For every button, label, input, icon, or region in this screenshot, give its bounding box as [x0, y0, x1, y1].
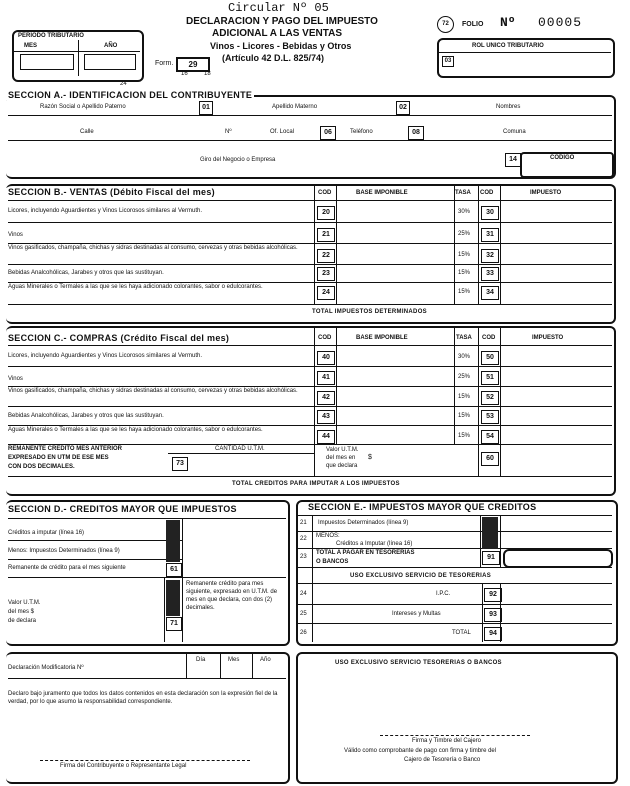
form-title-line-3: Vinos - Licores - Bebidas y Otros — [210, 41, 352, 51]
section-c-row-code: 41 — [317, 371, 335, 385]
code-01: 01 — [199, 101, 213, 115]
section-c-row-code: 40 — [317, 351, 335, 365]
section-c-row-tasa: 25% — [458, 374, 471, 380]
section-c-row-code: 43 — [317, 410, 335, 424]
section-c-base-field[interactable] — [340, 409, 450, 423]
section-b-impuesto-field[interactable] — [504, 285, 608, 299]
section-c-col-cod2: COD — [482, 335, 496, 341]
folio-prefix: Nº — [500, 15, 516, 30]
section-c-title: SECCION C.- COMPRAS (Crédito Fiscal del mes) — [8, 333, 230, 343]
section-d-row-3: Remanente de crédito para el mes siguiente — [8, 565, 126, 571]
section-b-row-label: Aguas Minerales o Termales a las que se les haya adicionado colorantes, sabor o edulcorantes. — [8, 284, 263, 290]
total-a-pagar-field[interactable] — [503, 549, 613, 568]
section-e-title: SECCION E.- IMPUESTOS MAYOR QUE CREDITOS — [308, 502, 537, 512]
remanente-line-2: EXPRESADO EN UTM DE ESE MES — [8, 455, 109, 461]
section-b-row-code: 23 — [317, 267, 335, 281]
section-d-blackout — [166, 520, 180, 562]
code-92: 92 — [484, 588, 502, 602]
section-b-col-cod: COD — [318, 190, 332, 196]
code-71: 71 — [166, 617, 182, 631]
valido-label: Válido como comprobante de pago con firma y timbre del — [344, 748, 497, 754]
section-c-col-impuesto: IMPUESTO — [532, 335, 564, 341]
code-93: 93 — [484, 608, 502, 622]
section-b-base-field[interactable] — [340, 227, 450, 241]
section-d-row-2: Menos: Impuestos Determinados (línea 9) — [8, 548, 120, 554]
mes-label-footer: Mes — [228, 657, 240, 663]
form-title-line-4: (Artículo 42 D.L. 825/74) — [222, 53, 325, 63]
codigo-label: CODIGO — [550, 155, 575, 161]
code-60: 60 — [481, 452, 499, 466]
mes-field[interactable] — [20, 54, 74, 70]
code-91: 91 — [482, 551, 500, 565]
direccion-field[interactable] — [10, 141, 610, 151]
section-c-rows — [0, 345, 614, 445]
cantidad-utm-field[interactable] — [190, 455, 310, 471]
section-e-row-3-num: 23 — [300, 554, 307, 560]
section-b-row-code: 20 — [317, 206, 335, 220]
section-b-col-base: BASE IMPONIBLE — [356, 190, 408, 196]
valor-utm-field[interactable] — [378, 452, 474, 466]
ipc-field[interactable] — [504, 587, 608, 601]
code-73: 73 — [172, 457, 188, 471]
section-b-row-code2: 32 — [481, 249, 499, 263]
section-b-row-code2: 30 — [481, 206, 499, 220]
section-c-row-code2: 54 — [481, 430, 499, 444]
section-e-total-pagar: TOTAL A PAGAR EN TESORERIAS — [316, 550, 415, 556]
section-b-col-impuesto: IMPUESTO — [530, 190, 562, 196]
section-b-row-tasa: 25% — [458, 231, 471, 237]
ipc-label: I.P.C. — [436, 591, 451, 597]
remanente-siguiente-field[interactable] — [186, 560, 282, 574]
declaracion-jurada: Declaro bajo juramento que todos los datos contenidos en esta declaración son la expresión fiel de la verdad, por lo que asumo la responsabilidad correspondiente. — [8, 691, 278, 705]
cajero-tesoreria-label: Cajero de Tesorería o Banco — [404, 757, 481, 763]
section-c-row-label: Vinos gasificados, champaña, chichas y sidras destinadas al consumo, cervezas y otras bebidas alcohólicas. — [8, 388, 298, 394]
section-b-row-code: 24 — [317, 286, 335, 300]
razon-social-label: Razón Social o Apellido Paterno — [40, 104, 126, 110]
remanente-impuesto-field[interactable] — [504, 450, 608, 468]
section-d-valor-utm: Valor U.T.M. — [8, 600, 41, 606]
form-sub-c: 24 — [120, 81, 127, 87]
section-b-row-tasa: 30% — [458, 209, 471, 215]
section-b-row-tasa: 15% — [458, 289, 471, 295]
code-08: 08 — [408, 126, 424, 140]
section-b-base-field[interactable] — [340, 266, 450, 280]
firma-line — [40, 760, 250, 761]
giro-label: Giro del Negocio o Empresa — [200, 157, 276, 163]
section-c-base-field[interactable] — [340, 350, 450, 364]
section-e-row-2-num: 22 — [300, 536, 307, 542]
ano-label: AÑO — [104, 43, 118, 49]
section-b-base-field[interactable] — [340, 205, 450, 219]
section-b-row-code2: 33 — [481, 267, 499, 281]
section-b-row-code: 22 — [317, 249, 335, 263]
apellido-materno-label: Apellido Materno — [272, 104, 318, 110]
creditos-imputar-field[interactable] — [186, 522, 282, 536]
section-c-row-tasa: 15% — [458, 413, 471, 419]
form-sub-b: 18 — [204, 71, 211, 77]
section-c-row-tasa: 15% — [458, 394, 471, 400]
section-c-col-tasa: TASA — [456, 335, 472, 341]
giro-field[interactable] — [10, 163, 500, 173]
section-e-row-2: Créditos a Imputar (línea 16) — [336, 541, 413, 547]
section-b-row-code2: 34 — [481, 286, 499, 300]
peso-sign: $ — [368, 454, 372, 461]
folio-label: FOLIO — [462, 21, 484, 28]
circle-code-badge: 72 — [437, 16, 454, 33]
ano-field[interactable] — [84, 54, 136, 70]
section-b-row-label: Vinos gasificados, champaña, chichas y sidras destinadas al consumo, cervezas y otras bebidas alcohólicas. — [8, 245, 298, 251]
dia-label: Día — [196, 657, 206, 663]
firma-contribuyente-label: Firma del Contribuyente o Representante Legal — [60, 763, 187, 769]
section-c-row-code2: 52 — [481, 391, 499, 405]
section-b-row-code: 21 — [317, 228, 335, 242]
section-c-impuesto-field[interactable] — [504, 390, 608, 404]
comuna-label: Comuna — [503, 129, 526, 135]
form-title-line-1: DECLARACION Y PAGO DEL IMPUESTO — [186, 16, 378, 27]
footer-right-box — [296, 652, 618, 784]
valor-utm-label: Valor U.T.M. — [326, 447, 359, 453]
section-b-impuesto-field[interactable] — [504, 266, 608, 280]
codigo-field[interactable] — [520, 152, 614, 178]
section-d-note: Remanente crédito para mes siguiente, expresado en U.T.M. de mes en que declara, con dos (2) decimales. — [186, 581, 278, 611]
form-number-box: 29 — [176, 57, 210, 72]
exclusive-bancos-label: USO EXCLUSIVO SERVICIO TESORERIAS O BANCOS — [335, 660, 502, 666]
code-06: 06 — [320, 126, 336, 140]
section-c-total-label: TOTAL CREDITOS PARA IMPUTAR A LOS IMPUESTOS — [232, 481, 400, 487]
razon-social-field[interactable] — [10, 116, 610, 126]
section-b-impuesto-field[interactable] — [504, 227, 608, 241]
code-02: 02 — [396, 101, 410, 115]
del-mes-label: del mes en — [326, 455, 356, 461]
section-b-rows — [0, 200, 614, 304]
remanente-line-1: REMANENTE CREDITO MES ANTERIOR — [8, 446, 123, 452]
section-d-row-1: Créditos a imputar (línea 16) — [8, 530, 85, 536]
total-field[interactable] — [504, 626, 608, 640]
form-sub-a: 16 — [181, 71, 188, 77]
section-b-row-label: Licores, incluyendo Aguardientes y Vinos Licorosos similares al Vermuth. — [8, 208, 202, 214]
section-b-col-cod2: COD — [480, 190, 494, 196]
intereses-field[interactable] — [504, 607, 608, 621]
of-local-label: Of. Local — [270, 129, 295, 135]
section-c-impuesto-field[interactable] — [504, 350, 608, 364]
section-b-row-label: Vinos — [8, 232, 23, 238]
section-c-base-field[interactable] — [340, 390, 450, 404]
section-b-col-tasa: TASA — [455, 190, 471, 196]
section-d-utm-field[interactable] — [50, 604, 160, 618]
section-b-impuesto-field[interactable] — [504, 205, 608, 219]
periodo-label: PERIODO TRIBUTARIO — [18, 33, 84, 39]
section-c-row-tasa: 15% — [458, 433, 471, 439]
section-e-exclusive-label: USO EXCLUSIVO SERVICIO DE TESORERIAS — [350, 573, 492, 579]
code-61: 61 — [166, 563, 182, 577]
section-e-row-24: 24 — [300, 591, 307, 597]
firma-contribuyente-field[interactable] — [40, 720, 250, 758]
remanente-line-3: CON DOS DECIMALES. — [8, 464, 75, 470]
section-c-base-field[interactable] — [340, 370, 450, 384]
circular-number: Circular Nº 05 — [228, 1, 329, 15]
section-c-row-tasa: 30% — [458, 354, 471, 360]
section-a-title: SECCION A.- IDENTIFICACION DEL CONTRIBUYENTE — [8, 90, 253, 100]
code-14: 14 — [505, 153, 521, 167]
ano-label-footer: Año — [260, 657, 271, 663]
section-c-base-field[interactable] — [340, 429, 450, 443]
section-b-title: SECCION B.- VENTAS (Débito Fiscal del mes) — [8, 187, 215, 197]
form-label: Form. — [155, 60, 174, 67]
section-c-impuesto-field[interactable] — [504, 409, 608, 423]
section-c-row-code2: 53 — [481, 410, 499, 424]
section-e-blackout — [482, 517, 498, 549]
section-e-row-2-menos: MENOS: — [316, 533, 340, 539]
section-b-total-label: TOTAL IMPUESTOS DETERMINADOS — [312, 309, 427, 315]
section-c-row-label: Bebidas Analcohólicas, Jarabes y otros que las sustituyan. — [8, 413, 164, 419]
form-title-line-2: ADICIONAL A LAS VENTAS — [212, 28, 343, 39]
nombres-label: Nombres — [496, 104, 521, 110]
fecha-field[interactable] — [188, 665, 284, 677]
cantidad-utm-label: CANTIDAD U.T.M. — [215, 446, 265, 452]
modificatoria-label: Declaración Modificatoria Nº — [8, 665, 84, 671]
section-c-impuesto-field[interactable] — [504, 370, 608, 384]
rut-field[interactable] — [456, 56, 604, 68]
section-e-row-26: 26 — [300, 630, 307, 636]
section-b-impuesto-field[interactable] — [504, 248, 608, 262]
rut-label: ROL UNICO TRIBUTARIO — [472, 43, 544, 49]
que-declara-label: que declara — [326, 463, 358, 469]
section-b-base-field[interactable] — [340, 285, 450, 299]
section-e-impuestos-field[interactable] — [504, 517, 608, 529]
numero-label: Nº — [225, 129, 232, 135]
firma-cajero-line — [380, 735, 530, 736]
section-c-row-code2: 50 — [481, 351, 499, 365]
section-e-row-1-num: 21 — [300, 520, 307, 526]
rut-code: 03 — [442, 56, 454, 67]
section-c-row-label: Vinos — [8, 376, 23, 382]
section-e-creditos-field[interactable] — [504, 533, 608, 545]
section-c-row-code: 42 — [317, 391, 335, 405]
firma-cajero-label: Firma y Timbre del Cajero — [412, 738, 482, 744]
section-b-row-tasa: 15% — [458, 252, 471, 258]
section-d-de-declara: de declara — [8, 618, 37, 624]
section-c-row-label: Licores, incluyendo Aguardientes y Vinos Licorosos similares al Vermuth. — [8, 353, 202, 359]
impuestos-determinados-field[interactable] — [186, 542, 282, 556]
folio-number: 00005 — [538, 15, 583, 30]
section-b-row-tasa: 15% — [458, 270, 471, 276]
section-c-impuesto-field[interactable] — [504, 429, 608, 443]
code-94: 94 — [484, 627, 502, 641]
section-c-row-label: Aguas Minerales o Termales a las que se les haya adicionado colorantes, sabor o edulcorantes. — [8, 427, 263, 433]
intereses-label: Intereses y Multas — [392, 611, 441, 617]
section-e-row-1: Impuestos Determinados (línea 9) — [318, 520, 409, 526]
calle-label: Calle — [80, 129, 94, 135]
telefono-label: Teléfono — [350, 129, 373, 135]
section-b-base-field[interactable] — [340, 248, 450, 262]
section-e-o-bancos: O BANCOS — [316, 559, 349, 565]
section-e-row-25: 25 — [300, 611, 307, 617]
section-c-row-code2: 51 — [481, 371, 499, 385]
mes-label: MES — [24, 43, 38, 49]
section-d-del-mes: del mes $ — [8, 609, 35, 615]
total-label: TOTAL — [452, 630, 471, 636]
section-c-col-cod: COD — [318, 335, 332, 341]
section-c-row-code: 44 — [317, 430, 335, 444]
section-d-title: SECCION D.- CREDITOS MAYOR QUE IMPUESTOS — [8, 504, 237, 514]
section-b-row-label: Bebidas Analcohólicas, Jarabes y otros que las sustituyan. — [8, 270, 164, 276]
section-d-blackout-2 — [166, 580, 180, 616]
section-c-col-base: BASE IMPONIBLE — [356, 335, 408, 341]
section-b-row-code2: 31 — [481, 228, 499, 242]
